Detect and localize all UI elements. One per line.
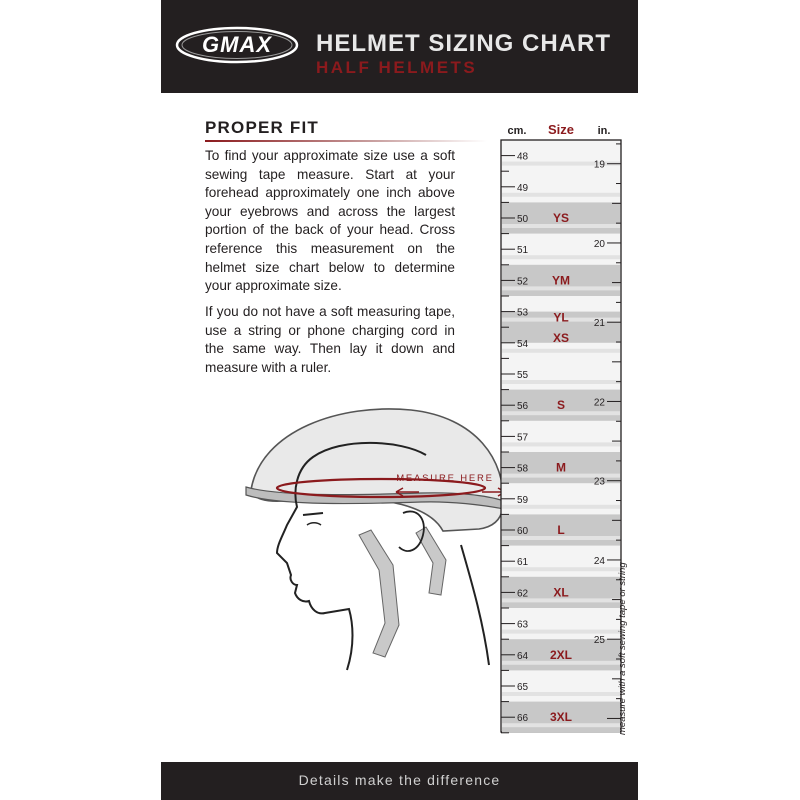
instructions-paragraph-2: If you do not have a soft measuring tape, use a string or phone charging cord in the same way. Then lay it down and measure with a ruler. <box>205 304 455 375</box>
cm-label-60: 60 <box>517 526 529 537</box>
size-ruler <box>491 120 636 740</box>
sizing-chart-card <box>161 0 638 800</box>
instructions-paragraph-1: To find your approximate size use a soft sewing tape measure. Start at your forehead approximately one inch above your eyebrows and across the largest portion of the back of your head. Cross reference this measurement on the helmet size chart below to determine your approximate size. <box>205 148 455 294</box>
cm-label-58: 58 <box>517 463 529 475</box>
cm-label-56: 56 <box>517 401 529 413</box>
size-label-ys: YS <box>552 211 570 225</box>
size-label-xs: XS <box>552 331 570 346</box>
footer-bar <box>161 762 638 800</box>
cm-label-55: 55 <box>517 370 529 381</box>
helmet-head-illustration <box>221 395 511 680</box>
size-label-2xl: 2XL <box>549 647 573 662</box>
helmet-shell <box>251 409 503 531</box>
cm-label-59: 59 <box>517 494 529 506</box>
in-label-25: 25 <box>593 635 605 647</box>
cm-header: cm. <box>507 125 527 137</box>
cm-label-63: 63 <box>517 619 529 631</box>
ruler-graphic <box>491 120 636 740</box>
in-header: in. <box>597 125 611 137</box>
page-title: HELMET SIZING CHART <box>316 30 611 57</box>
size-label-3xl: 3XL <box>549 710 573 725</box>
proper-fit-heading: PROPER FIT <box>205 118 320 137</box>
helmet-strap-rear <box>416 527 446 595</box>
footer-tagline: Details make the difference <box>298 772 501 788</box>
size-label-s: S <box>556 398 566 413</box>
helmet-strap <box>359 530 399 657</box>
cm-label-66: 66 <box>517 713 529 725</box>
cm-label-52: 52 <box>517 276 529 288</box>
cm-label-65: 65 <box>517 682 529 693</box>
in-label-20: 20 <box>593 238 605 250</box>
eyebrow <box>303 513 323 515</box>
cm-label-53: 53 <box>517 307 529 319</box>
page-subtitle: HALF HELMETS <box>316 58 478 77</box>
measure-here-label: MEASURE HERE <box>396 473 494 484</box>
cm-label-50: 50 <box>517 214 529 225</box>
size-label-yl: YL <box>553 310 569 325</box>
cm-label-57: 57 <box>517 432 529 444</box>
neck-back <box>461 545 489 665</box>
cm-label-48: 48 <box>517 151 529 163</box>
cm-label-64: 64 <box>517 650 529 662</box>
in-label-24: 24 <box>593 555 605 567</box>
size-header: Size <box>547 122 575 137</box>
in-label-19: 19 <box>593 159 605 171</box>
cm-label-62: 62 <box>517 588 529 600</box>
eye <box>307 523 321 525</box>
size-label-xl: XL <box>553 585 569 600</box>
size-label-m: M <box>556 460 566 475</box>
vertical-note: measure with a soft sewing tape or string <box>617 562 628 735</box>
heading-rule <box>205 140 487 142</box>
cm-label-54: 54 <box>517 338 529 350</box>
in-label-23: 23 <box>593 476 605 488</box>
logo-text: GMAX <box>202 32 272 57</box>
cm-label-61: 61 <box>517 557 529 569</box>
cm-label-51: 51 <box>517 245 529 257</box>
cm-label-49: 49 <box>517 182 529 194</box>
header-bar <box>161 0 638 93</box>
in-label-21: 21 <box>593 318 605 330</box>
size-label-ym: YM <box>552 273 570 288</box>
in-label-22: 22 <box>593 397 605 409</box>
size-label-l: L <box>557 523 565 537</box>
